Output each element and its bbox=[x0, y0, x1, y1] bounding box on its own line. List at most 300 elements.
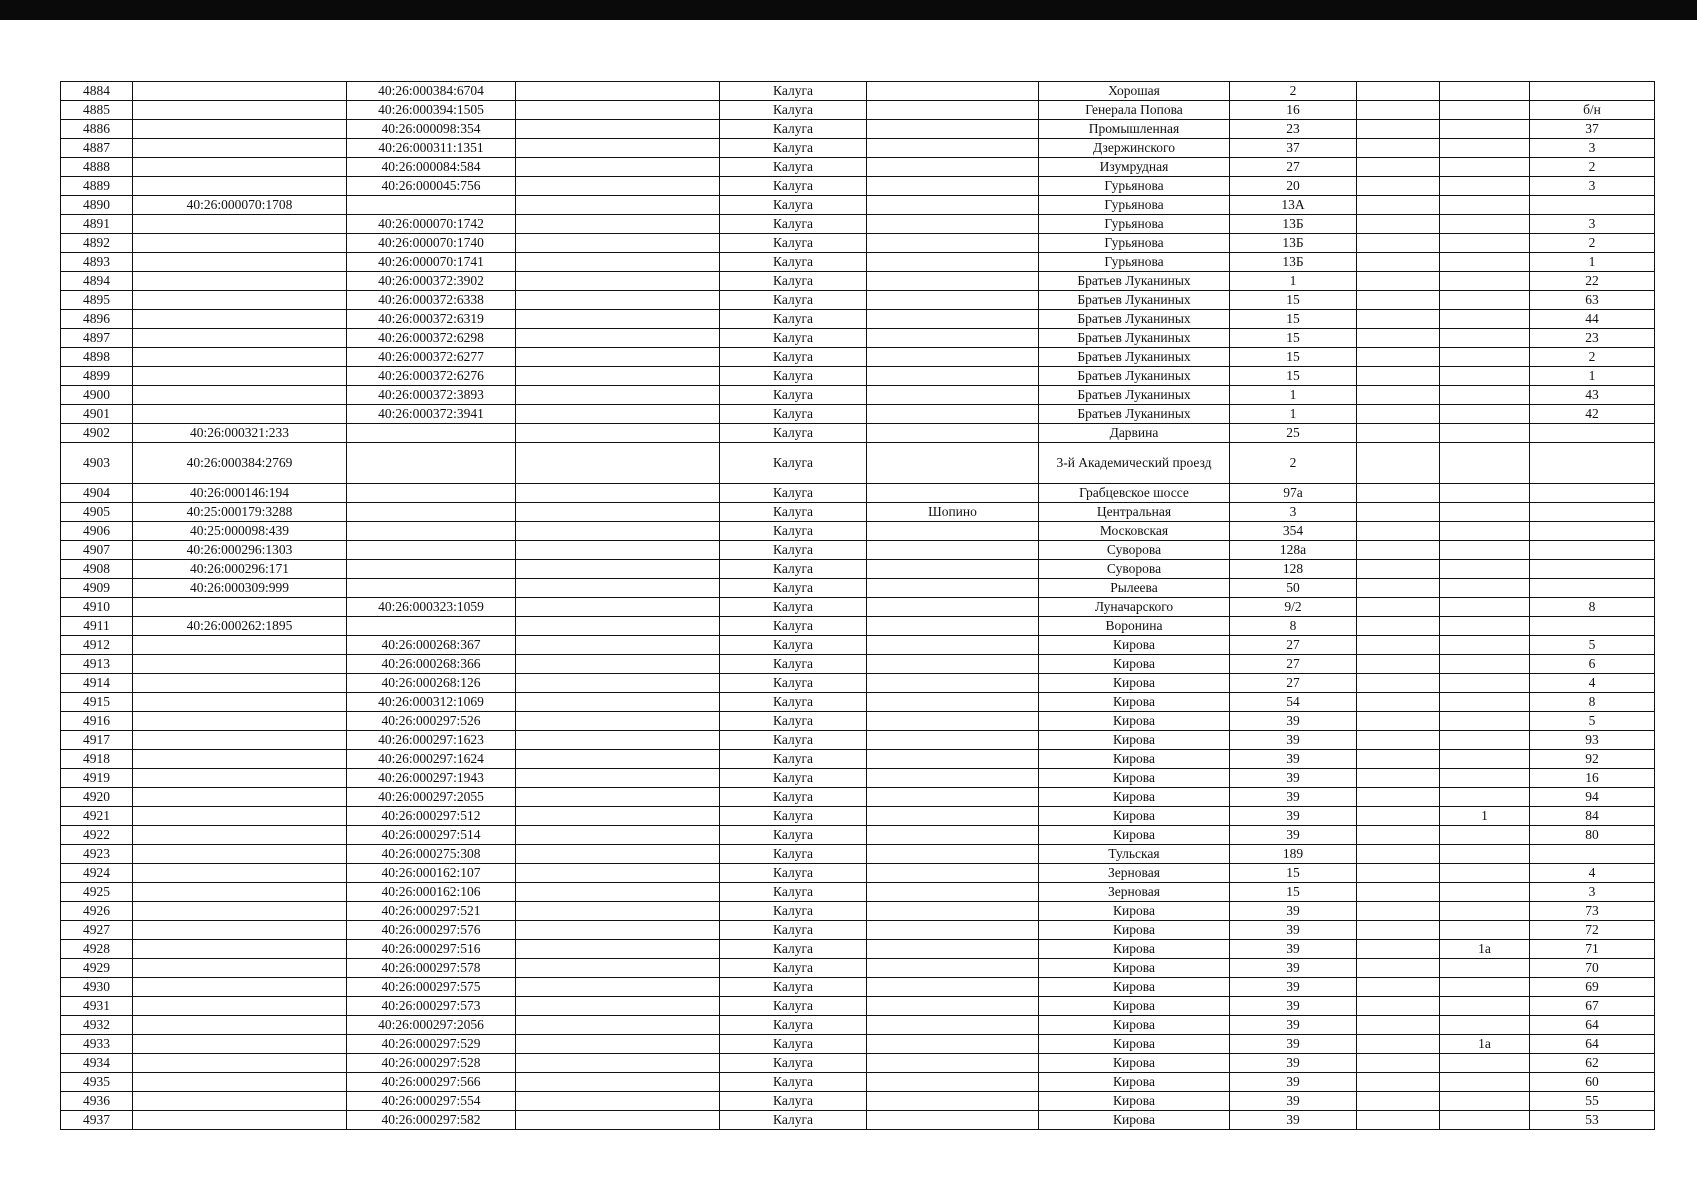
apartment-cell: 2 bbox=[1530, 234, 1655, 253]
city-cell: Калуга bbox=[720, 1073, 867, 1092]
row-number-cell: 4931 bbox=[61, 997, 133, 1016]
structure-cell bbox=[1440, 1054, 1530, 1073]
structure-cell bbox=[1440, 617, 1530, 636]
cadastral-number-b-cell: 40:26:000297:566 bbox=[347, 1073, 516, 1092]
building-cell bbox=[1357, 367, 1440, 386]
structure-cell bbox=[1440, 560, 1530, 579]
cadastral-number-b-cell: 40:26:000297:528 bbox=[347, 1054, 516, 1073]
building-cell bbox=[1357, 177, 1440, 196]
structure-cell bbox=[1440, 655, 1530, 674]
empty-cell bbox=[516, 329, 720, 348]
table-row bbox=[61, 883, 1655, 902]
apartment-cell bbox=[1530, 522, 1655, 541]
table-row bbox=[61, 750, 1655, 769]
house-cell: 39 bbox=[1230, 1054, 1357, 1073]
locality-cell bbox=[867, 769, 1039, 788]
building-cell bbox=[1357, 272, 1440, 291]
row-number-cell: 4887 bbox=[61, 139, 133, 158]
street-cell: Кирова bbox=[1039, 826, 1230, 845]
cadastral-number-b-cell: 40:26:000297:576 bbox=[347, 921, 516, 940]
apartment-cell: 55 bbox=[1530, 1092, 1655, 1111]
structure-cell bbox=[1440, 386, 1530, 405]
house-cell: 39 bbox=[1230, 1092, 1357, 1111]
row-number-cell: 4917 bbox=[61, 731, 133, 750]
cadastral-number-b-cell: 40:26:000312:1069 bbox=[347, 693, 516, 712]
structure-cell bbox=[1440, 864, 1530, 883]
building-cell bbox=[1357, 959, 1440, 978]
house-cell: 13А bbox=[1230, 196, 1357, 215]
building-cell bbox=[1357, 560, 1440, 579]
building-cell bbox=[1357, 655, 1440, 674]
street-cell: Кирова bbox=[1039, 997, 1230, 1016]
city-cell: Калуга bbox=[720, 1111, 867, 1130]
empty-cell bbox=[516, 234, 720, 253]
city-cell: Калуга bbox=[720, 503, 867, 522]
house-cell: 15 bbox=[1230, 310, 1357, 329]
structure-cell bbox=[1440, 712, 1530, 731]
table-row bbox=[61, 788, 1655, 807]
row-number-cell: 4885 bbox=[61, 101, 133, 120]
table-row bbox=[61, 291, 1655, 310]
row-number-cell: 4895 bbox=[61, 291, 133, 310]
table-row bbox=[61, 712, 1655, 731]
locality-cell bbox=[867, 826, 1039, 845]
building-cell bbox=[1357, 484, 1440, 503]
cadastral-number-b-cell: 40:26:000372:6277 bbox=[347, 348, 516, 367]
locality-cell bbox=[867, 997, 1039, 1016]
house-cell: 39 bbox=[1230, 750, 1357, 769]
cadastral-number-b-cell: 40:26:000372:6298 bbox=[347, 329, 516, 348]
table-row bbox=[61, 424, 1655, 443]
empty-cell bbox=[516, 978, 720, 997]
structure-cell bbox=[1440, 883, 1530, 902]
table-row bbox=[61, 484, 1655, 503]
cadastral-number-a-cell bbox=[133, 750, 347, 769]
empty-cell bbox=[516, 655, 720, 674]
table-row bbox=[61, 655, 1655, 674]
empty-cell bbox=[516, 272, 720, 291]
row-number-cell: 4889 bbox=[61, 177, 133, 196]
city-cell: Калуга bbox=[720, 712, 867, 731]
row-number-cell: 4930 bbox=[61, 978, 133, 997]
house-cell: 39 bbox=[1230, 712, 1357, 731]
building-cell bbox=[1357, 864, 1440, 883]
house-cell: 39 bbox=[1230, 902, 1357, 921]
empty-cell bbox=[516, 443, 720, 484]
empty-cell bbox=[516, 864, 720, 883]
structure-cell bbox=[1440, 1092, 1530, 1111]
cadastral-number-a-cell bbox=[133, 291, 347, 310]
cadastral-number-b-cell bbox=[347, 579, 516, 598]
empty-cell bbox=[516, 367, 720, 386]
locality-cell bbox=[867, 1035, 1039, 1054]
cadastral-number-a-cell bbox=[133, 1054, 347, 1073]
locality-cell bbox=[867, 864, 1039, 883]
apartment-cell bbox=[1530, 82, 1655, 101]
table-row bbox=[61, 617, 1655, 636]
street-cell: Братьев Луканиных bbox=[1039, 272, 1230, 291]
structure-cell bbox=[1440, 348, 1530, 367]
empty-cell bbox=[516, 902, 720, 921]
building-cell bbox=[1357, 405, 1440, 424]
table-row bbox=[61, 234, 1655, 253]
cadastral-number-b-cell bbox=[347, 424, 516, 443]
table-row bbox=[61, 1073, 1655, 1092]
city-cell: Калуга bbox=[720, 443, 867, 484]
locality-cell bbox=[867, 253, 1039, 272]
row-number-cell: 4896 bbox=[61, 310, 133, 329]
cadastral-number-a-cell: 40:26:000296:1303 bbox=[133, 541, 347, 560]
empty-cell bbox=[516, 310, 720, 329]
cadastral-number-a-cell bbox=[133, 101, 347, 120]
locality-cell bbox=[867, 1073, 1039, 1092]
building-cell bbox=[1357, 1092, 1440, 1111]
structure-cell bbox=[1440, 196, 1530, 215]
cadastral-number-a-cell bbox=[133, 997, 347, 1016]
row-number-cell: 4907 bbox=[61, 541, 133, 560]
structure-cell bbox=[1440, 120, 1530, 139]
row-number-cell: 4936 bbox=[61, 1092, 133, 1111]
building-cell bbox=[1357, 693, 1440, 712]
cadastral-number-b-cell bbox=[347, 522, 516, 541]
street-cell: Кирова bbox=[1039, 655, 1230, 674]
cadastral-number-b-cell: 40:26:000297:521 bbox=[347, 902, 516, 921]
street-cell: Братьев Луканиных bbox=[1039, 310, 1230, 329]
cadastral-number-a-cell bbox=[133, 405, 347, 424]
table-row bbox=[61, 1054, 1655, 1073]
cadastral-number-a-cell bbox=[133, 921, 347, 940]
row-number-cell: 4899 bbox=[61, 367, 133, 386]
street-cell: Воронина bbox=[1039, 617, 1230, 636]
empty-cell bbox=[516, 158, 720, 177]
apartment-cell: 8 bbox=[1530, 693, 1655, 712]
structure-cell bbox=[1440, 405, 1530, 424]
row-number-cell: 4892 bbox=[61, 234, 133, 253]
cadastral-number-a-cell bbox=[133, 386, 347, 405]
cadastral-number-b-cell: 40:26:000070:1740 bbox=[347, 234, 516, 253]
apartment-cell: 8 bbox=[1530, 598, 1655, 617]
row-number-cell: 4919 bbox=[61, 769, 133, 788]
row-number-cell: 4925 bbox=[61, 883, 133, 902]
building-cell bbox=[1357, 826, 1440, 845]
row-number-cell: 4891 bbox=[61, 215, 133, 234]
structure-cell bbox=[1440, 424, 1530, 443]
cadastral-number-a-cell bbox=[133, 864, 347, 883]
structure-cell bbox=[1440, 158, 1530, 177]
table-row bbox=[61, 560, 1655, 579]
city-cell: Калуга bbox=[720, 177, 867, 196]
house-cell: 128а bbox=[1230, 541, 1357, 560]
structure-cell bbox=[1440, 598, 1530, 617]
cadastral-number-b-cell: 40:26:000162:106 bbox=[347, 883, 516, 902]
cadastral-number-a-cell bbox=[133, 177, 347, 196]
row-number-cell: 4927 bbox=[61, 921, 133, 940]
empty-cell bbox=[516, 674, 720, 693]
street-cell: Генерала Попова bbox=[1039, 101, 1230, 120]
house-cell: 27 bbox=[1230, 636, 1357, 655]
cadastral-number-a-cell bbox=[133, 959, 347, 978]
street-cell: Кирова bbox=[1039, 921, 1230, 940]
empty-cell bbox=[516, 1111, 720, 1130]
street-cell: Кирова bbox=[1039, 1092, 1230, 1111]
table-row bbox=[61, 940, 1655, 959]
building-cell bbox=[1357, 1054, 1440, 1073]
house-cell: 1 bbox=[1230, 386, 1357, 405]
table-row bbox=[61, 503, 1655, 522]
locality-cell bbox=[867, 959, 1039, 978]
building-cell bbox=[1357, 598, 1440, 617]
city-cell: Калуга bbox=[720, 674, 867, 693]
building-cell bbox=[1357, 541, 1440, 560]
street-cell: Кирова bbox=[1039, 636, 1230, 655]
structure-cell bbox=[1440, 234, 1530, 253]
city-cell: Калуга bbox=[720, 1016, 867, 1035]
empty-cell bbox=[516, 424, 720, 443]
cadastral-number-b-cell: 40:26:000084:584 bbox=[347, 158, 516, 177]
street-cell: Кирова bbox=[1039, 788, 1230, 807]
street-cell: Кирова bbox=[1039, 674, 1230, 693]
building-cell bbox=[1357, 579, 1440, 598]
house-cell: 39 bbox=[1230, 769, 1357, 788]
city-cell: Калуга bbox=[720, 139, 867, 158]
structure-cell bbox=[1440, 310, 1530, 329]
table-row bbox=[61, 902, 1655, 921]
empty-cell bbox=[516, 750, 720, 769]
locality-cell bbox=[867, 329, 1039, 348]
street-cell: Промышленная bbox=[1039, 120, 1230, 139]
empty-cell bbox=[516, 1073, 720, 1092]
building-cell bbox=[1357, 158, 1440, 177]
house-cell: 2 bbox=[1230, 443, 1357, 484]
city-cell: Калуга bbox=[720, 826, 867, 845]
building-cell bbox=[1357, 712, 1440, 731]
empty-cell bbox=[516, 503, 720, 522]
row-number-cell: 4904 bbox=[61, 484, 133, 503]
building-cell bbox=[1357, 1073, 1440, 1092]
empty-cell bbox=[516, 522, 720, 541]
structure-cell bbox=[1440, 177, 1530, 196]
table-row bbox=[61, 348, 1655, 367]
building-cell bbox=[1357, 348, 1440, 367]
empty-cell bbox=[516, 1035, 720, 1054]
empty-cell bbox=[516, 177, 720, 196]
empty-cell bbox=[516, 484, 720, 503]
table-row bbox=[61, 959, 1655, 978]
table-row bbox=[61, 579, 1655, 598]
building-cell bbox=[1357, 978, 1440, 997]
street-cell: Кирова bbox=[1039, 940, 1230, 959]
empty-cell bbox=[516, 617, 720, 636]
street-cell: Кирова bbox=[1039, 807, 1230, 826]
cadastral-number-a-cell bbox=[133, 636, 347, 655]
street-cell: Луначарского bbox=[1039, 598, 1230, 617]
street-cell: Грабцевское шоссе bbox=[1039, 484, 1230, 503]
street-cell: Братьев Луканиных bbox=[1039, 405, 1230, 424]
row-number-cell: 4913 bbox=[61, 655, 133, 674]
house-cell: 25 bbox=[1230, 424, 1357, 443]
cadastral-number-b-cell: 40:26:000297:529 bbox=[347, 1035, 516, 1054]
house-cell: 15 bbox=[1230, 864, 1357, 883]
cadastral-number-b-cell: 40:26:000297:516 bbox=[347, 940, 516, 959]
cadastral-number-b-cell: 40:26:000323:1059 bbox=[347, 598, 516, 617]
house-cell: 23 bbox=[1230, 120, 1357, 139]
locality-cell bbox=[867, 750, 1039, 769]
apartment-cell: 3 bbox=[1530, 177, 1655, 196]
apartment-cell: 3 bbox=[1530, 139, 1655, 158]
city-cell: Калуга bbox=[720, 158, 867, 177]
apartment-cell bbox=[1530, 424, 1655, 443]
cadastral-number-a-cell bbox=[133, 712, 347, 731]
table-row bbox=[61, 215, 1655, 234]
apartment-cell bbox=[1530, 579, 1655, 598]
city-cell: Калуга bbox=[720, 845, 867, 864]
table-row bbox=[61, 196, 1655, 215]
apartment-cell: 64 bbox=[1530, 1016, 1655, 1035]
row-number-cell: 4934 bbox=[61, 1054, 133, 1073]
empty-cell bbox=[516, 693, 720, 712]
apartment-cell: 72 bbox=[1530, 921, 1655, 940]
street-cell: Братьев Луканиных bbox=[1039, 291, 1230, 310]
cadastral-number-a-cell bbox=[133, 769, 347, 788]
house-cell: 20 bbox=[1230, 177, 1357, 196]
row-number-cell: 4890 bbox=[61, 196, 133, 215]
street-cell: 3-й Академический проезд bbox=[1039, 443, 1230, 484]
street-cell: Дарвина bbox=[1039, 424, 1230, 443]
empty-cell bbox=[516, 386, 720, 405]
empty-cell bbox=[516, 101, 720, 120]
cadastral-number-b-cell: 40:26:000098:354 bbox=[347, 120, 516, 139]
cadastral-number-a-cell bbox=[133, 120, 347, 139]
city-cell: Калуга bbox=[720, 348, 867, 367]
cadastral-number-a-cell bbox=[133, 598, 347, 617]
cadastral-number-b-cell: 40:26:000297:2056 bbox=[347, 1016, 516, 1035]
street-cell: Тульская bbox=[1039, 845, 1230, 864]
empty-cell bbox=[516, 253, 720, 272]
house-cell: 3 bbox=[1230, 503, 1357, 522]
city-cell: Калуга bbox=[720, 1054, 867, 1073]
cadastral-number-b-cell: 40:26:000070:1742 bbox=[347, 215, 516, 234]
table-row bbox=[61, 272, 1655, 291]
structure-cell bbox=[1440, 503, 1530, 522]
locality-cell bbox=[867, 405, 1039, 424]
house-cell: 39 bbox=[1230, 997, 1357, 1016]
row-number-cell: 4915 bbox=[61, 693, 133, 712]
table-row bbox=[61, 826, 1655, 845]
apartment-cell: 16 bbox=[1530, 769, 1655, 788]
cadastral-number-a-cell: 40:26:000384:2769 bbox=[133, 443, 347, 484]
street-cell: Изумрудная bbox=[1039, 158, 1230, 177]
city-cell: Калуга bbox=[720, 731, 867, 750]
street-cell: Кирова bbox=[1039, 731, 1230, 750]
house-cell: 15 bbox=[1230, 329, 1357, 348]
building-cell bbox=[1357, 1111, 1440, 1130]
empty-cell bbox=[516, 940, 720, 959]
structure-cell bbox=[1440, 750, 1530, 769]
locality-cell bbox=[867, 731, 1039, 750]
cadastral-number-a-cell bbox=[133, 215, 347, 234]
apartment-cell: 73 bbox=[1530, 902, 1655, 921]
row-number-cell: 4900 bbox=[61, 386, 133, 405]
structure-cell bbox=[1440, 329, 1530, 348]
table-row bbox=[61, 1092, 1655, 1111]
row-number-cell: 4884 bbox=[61, 82, 133, 101]
cadastral-number-b-cell bbox=[347, 503, 516, 522]
locality-cell bbox=[867, 522, 1039, 541]
street-cell: Кирова bbox=[1039, 959, 1230, 978]
cadastral-number-a-cell bbox=[133, 731, 347, 750]
building-cell bbox=[1357, 253, 1440, 272]
structure-cell bbox=[1440, 272, 1530, 291]
apartment-cell: 42 bbox=[1530, 405, 1655, 424]
apartment-cell: 3 bbox=[1530, 883, 1655, 902]
cadastral-number-b-cell: 40:26:000384:6704 bbox=[347, 82, 516, 101]
street-cell: Кирова bbox=[1039, 750, 1230, 769]
building-cell bbox=[1357, 940, 1440, 959]
row-number-cell: 4935 bbox=[61, 1073, 133, 1092]
cadastral-number-a-cell bbox=[133, 845, 347, 864]
cadastral-number-b-cell: 40:26:000297:514 bbox=[347, 826, 516, 845]
structure-cell bbox=[1440, 215, 1530, 234]
structure-cell bbox=[1440, 82, 1530, 101]
city-cell: Калуга bbox=[720, 598, 867, 617]
apartment-cell: 37 bbox=[1530, 120, 1655, 139]
cadastral-number-a-cell bbox=[133, 367, 347, 386]
row-number-cell: 4908 bbox=[61, 560, 133, 579]
cadastral-number-b-cell: 40:26:000297:2055 bbox=[347, 788, 516, 807]
structure-cell: 1а bbox=[1440, 1035, 1530, 1054]
address-table bbox=[60, 81, 1655, 1130]
street-cell: Кирова bbox=[1039, 1016, 1230, 1035]
row-number-cell: 4921 bbox=[61, 807, 133, 826]
cadastral-number-a-cell bbox=[133, 82, 347, 101]
street-cell: Кирова bbox=[1039, 769, 1230, 788]
structure-cell bbox=[1440, 674, 1530, 693]
house-cell: 1 bbox=[1230, 405, 1357, 424]
table-row bbox=[61, 693, 1655, 712]
empty-cell bbox=[516, 215, 720, 234]
apartment-cell: 6 bbox=[1530, 655, 1655, 674]
street-cell: Кирова bbox=[1039, 978, 1230, 997]
locality-cell bbox=[867, 177, 1039, 196]
city-cell: Калуга bbox=[720, 636, 867, 655]
house-cell: 2 bbox=[1230, 82, 1357, 101]
table-row bbox=[61, 329, 1655, 348]
empty-cell bbox=[516, 959, 720, 978]
building-cell bbox=[1357, 807, 1440, 826]
row-number-cell: 4914 bbox=[61, 674, 133, 693]
house-cell: 128 bbox=[1230, 560, 1357, 579]
city-cell: Калуга bbox=[720, 215, 867, 234]
empty-cell bbox=[516, 348, 720, 367]
row-number-cell: 4902 bbox=[61, 424, 133, 443]
apartment-cell bbox=[1530, 617, 1655, 636]
cadastral-number-b-cell: 40:26:000268:367 bbox=[347, 636, 516, 655]
empty-cell bbox=[516, 807, 720, 826]
building-cell bbox=[1357, 1016, 1440, 1035]
row-number-cell: 4920 bbox=[61, 788, 133, 807]
structure-cell bbox=[1440, 139, 1530, 158]
city-cell: Калуга bbox=[720, 959, 867, 978]
cadastral-number-b-cell: 40:26:000297:512 bbox=[347, 807, 516, 826]
building-cell bbox=[1357, 82, 1440, 101]
table-row bbox=[61, 120, 1655, 139]
locality-cell bbox=[867, 883, 1039, 902]
cadastral-number-a-cell: 40:25:000098:439 bbox=[133, 522, 347, 541]
table-row bbox=[61, 443, 1655, 484]
table-row bbox=[61, 864, 1655, 883]
locality-cell bbox=[867, 196, 1039, 215]
cadastral-number-a-cell bbox=[133, 693, 347, 712]
